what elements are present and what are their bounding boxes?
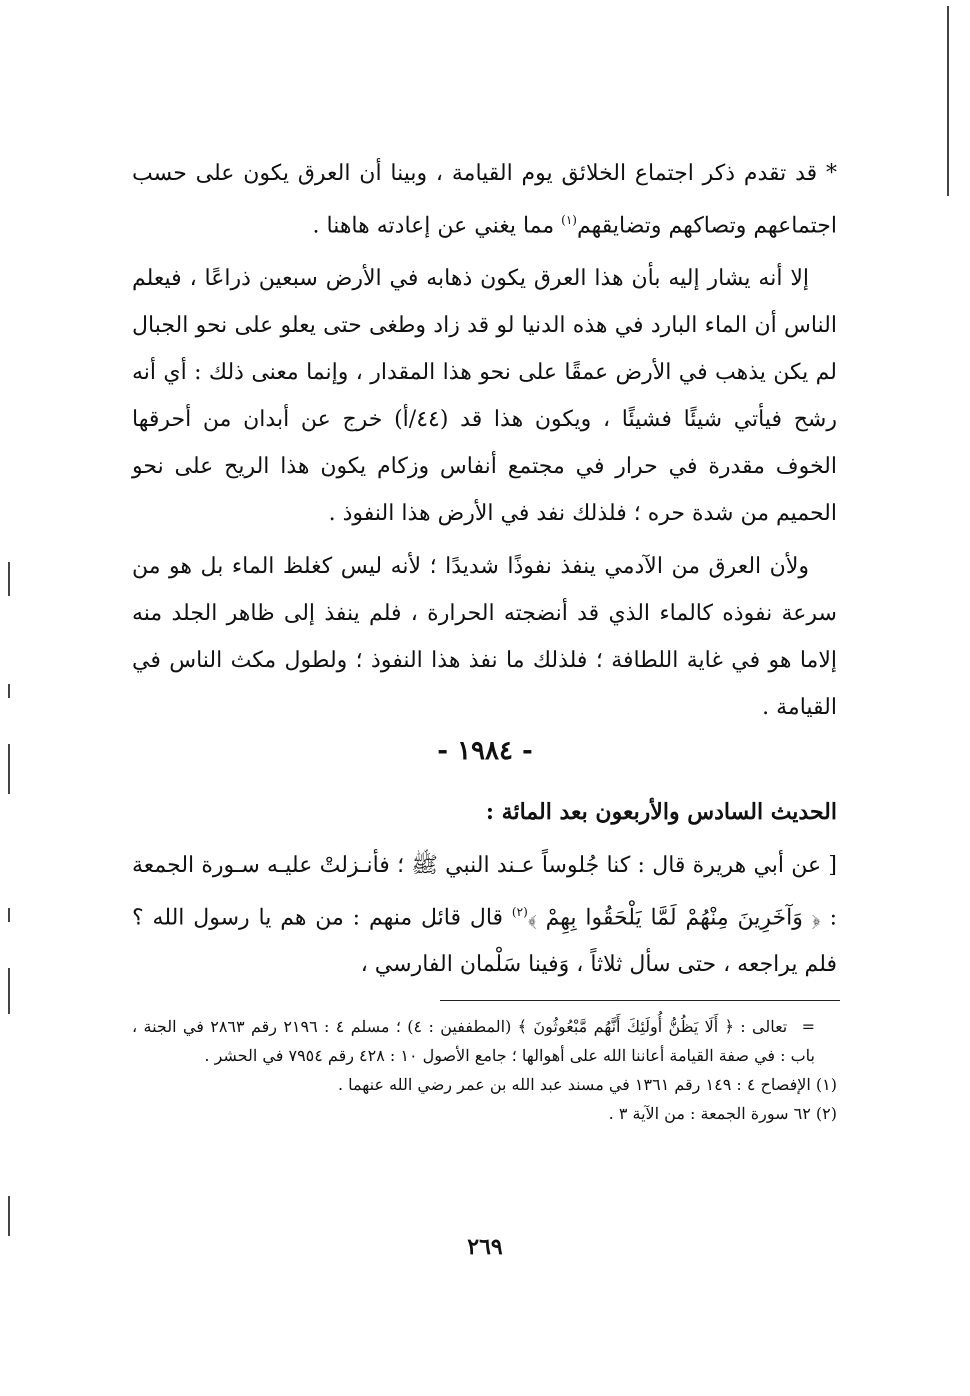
scan-bleed-mark xyxy=(8,908,10,922)
paragraph-1-end: مما يغني عن إعادته هاهنا . xyxy=(312,213,555,239)
hadith-text xyxy=(132,842,837,988)
scan-bleed-mark xyxy=(8,1196,10,1236)
scan-bleed-mark xyxy=(8,684,10,698)
continuation-mark: = xyxy=(801,1017,816,1036)
page-number: ٢٦٩ xyxy=(467,1234,503,1260)
footnotes xyxy=(132,1012,837,1128)
paragraph-3: ولأن العرق من الآدمي ينفذ نفوذًا شديدًا ؛ لأنه ليس كغلظ الماء بل هو من سرعة نفوذه كالماء الذي قد أنضجته الحرارة ، فلم ينفذ إلى ظاهر الجلد منه إلاما هو في غاية اللطافة ؛ فلذلك ما نفذ هذا النفوذ ؛ ولطول مكث الناس في القيامة . xyxy=(132,554,837,721)
scan-bleed-mark xyxy=(8,562,10,596)
section-title: الحديث السادس والأربعون بعد المائة : xyxy=(485,799,837,825)
paragraph-1-text: * قد تقدم ذكر اجتماع الخلائق يوم القيامة ، وبينا أن العرق يكون على حسب اجتماعهم وتصاكهم وتضايقهم xyxy=(132,161,837,239)
footnote-continuation xyxy=(132,1012,837,1070)
scan-edge-line xyxy=(947,6,949,196)
hadith-paragraph xyxy=(132,842,837,988)
scan-bleed-mark xyxy=(8,968,10,1014)
footnote-divider xyxy=(440,1000,840,1001)
footnote-ref-1: (١) xyxy=(561,213,577,227)
hadith-text-b: قال قائل منهم : من هم يا رسول الله ؟ فلم يراجعه ، حتى سأل ثلاثاً ، وَفينا سَلْمان الفارسي ، xyxy=(132,905,837,978)
paragraph-2: إلا أنه يشار إليه بأن هذا العرق يكون ذهابه في الأرض سبعين ذراعًا ، فيعلم الناس أن الماء البارد في هذه الدنيا لو قد زاد وطغى حتى يعلو على نحو الجبال لم يكن يذهب في الأرض عمقًا على نحو هذا المقدار ، وإنما معنى ذلك : أي أنه رشح فيأتي شيئًا فشيئًا ، ويكون هذا قد (٤٤/أ) خرج عن أبدان من أحرقها الخوف مقدرة في حرار في مجتمع أنفاس وزكام يكون هذا الريح على نحو الحميم من شدة حره ؛ فلذلك نفد في الأرض هذا النفوذ . xyxy=(132,266,837,527)
footnote-ref-2: (٢) xyxy=(511,905,528,919)
paragraph-1 xyxy=(132,150,837,249)
main-text xyxy=(132,150,837,731)
footnote-2: (٢) ٦٢ سورة الجمعة : من الآية ٣ . xyxy=(608,1104,837,1123)
footnote-continuation-text: تعالى : ﴿ أَلَا يَظُنُّ أُولَئِكَ أَنَّهُم مَّبْعُوثُونَ ﴾ (المطففين : ٤) ؛ مسلم ٤ : ٢١٩٦ رقم ٢٨٦٣ في الجنة ، باب : في صفة القيامة أعاننا الله على أهوالها ؛ جامع الأصول ١٠ : ٤٢٨ رقم ٧٩٥٤ في الحشر . xyxy=(132,1017,815,1065)
footnote-1: (١) الإفصاح ٤ : ١٤٩ رقم ١٣٦١ في مسند عبد الله بن عمر رضي الله عنهما . xyxy=(337,1075,837,1094)
hadith-number-heading: - ١٩٨٤ - xyxy=(437,736,533,766)
hadith-text-a: [ عن أبي هريرة قال : كنا جُلوساً عـند النبي ﷺ ؛ فأنـزلتْ عليـه سـورة الجمعة : ﴿ وَآخَرِينَ مِنْهُمْ لَمَّا يَلْحَقُوا بِهِمْ ﴾ xyxy=(132,853,838,931)
